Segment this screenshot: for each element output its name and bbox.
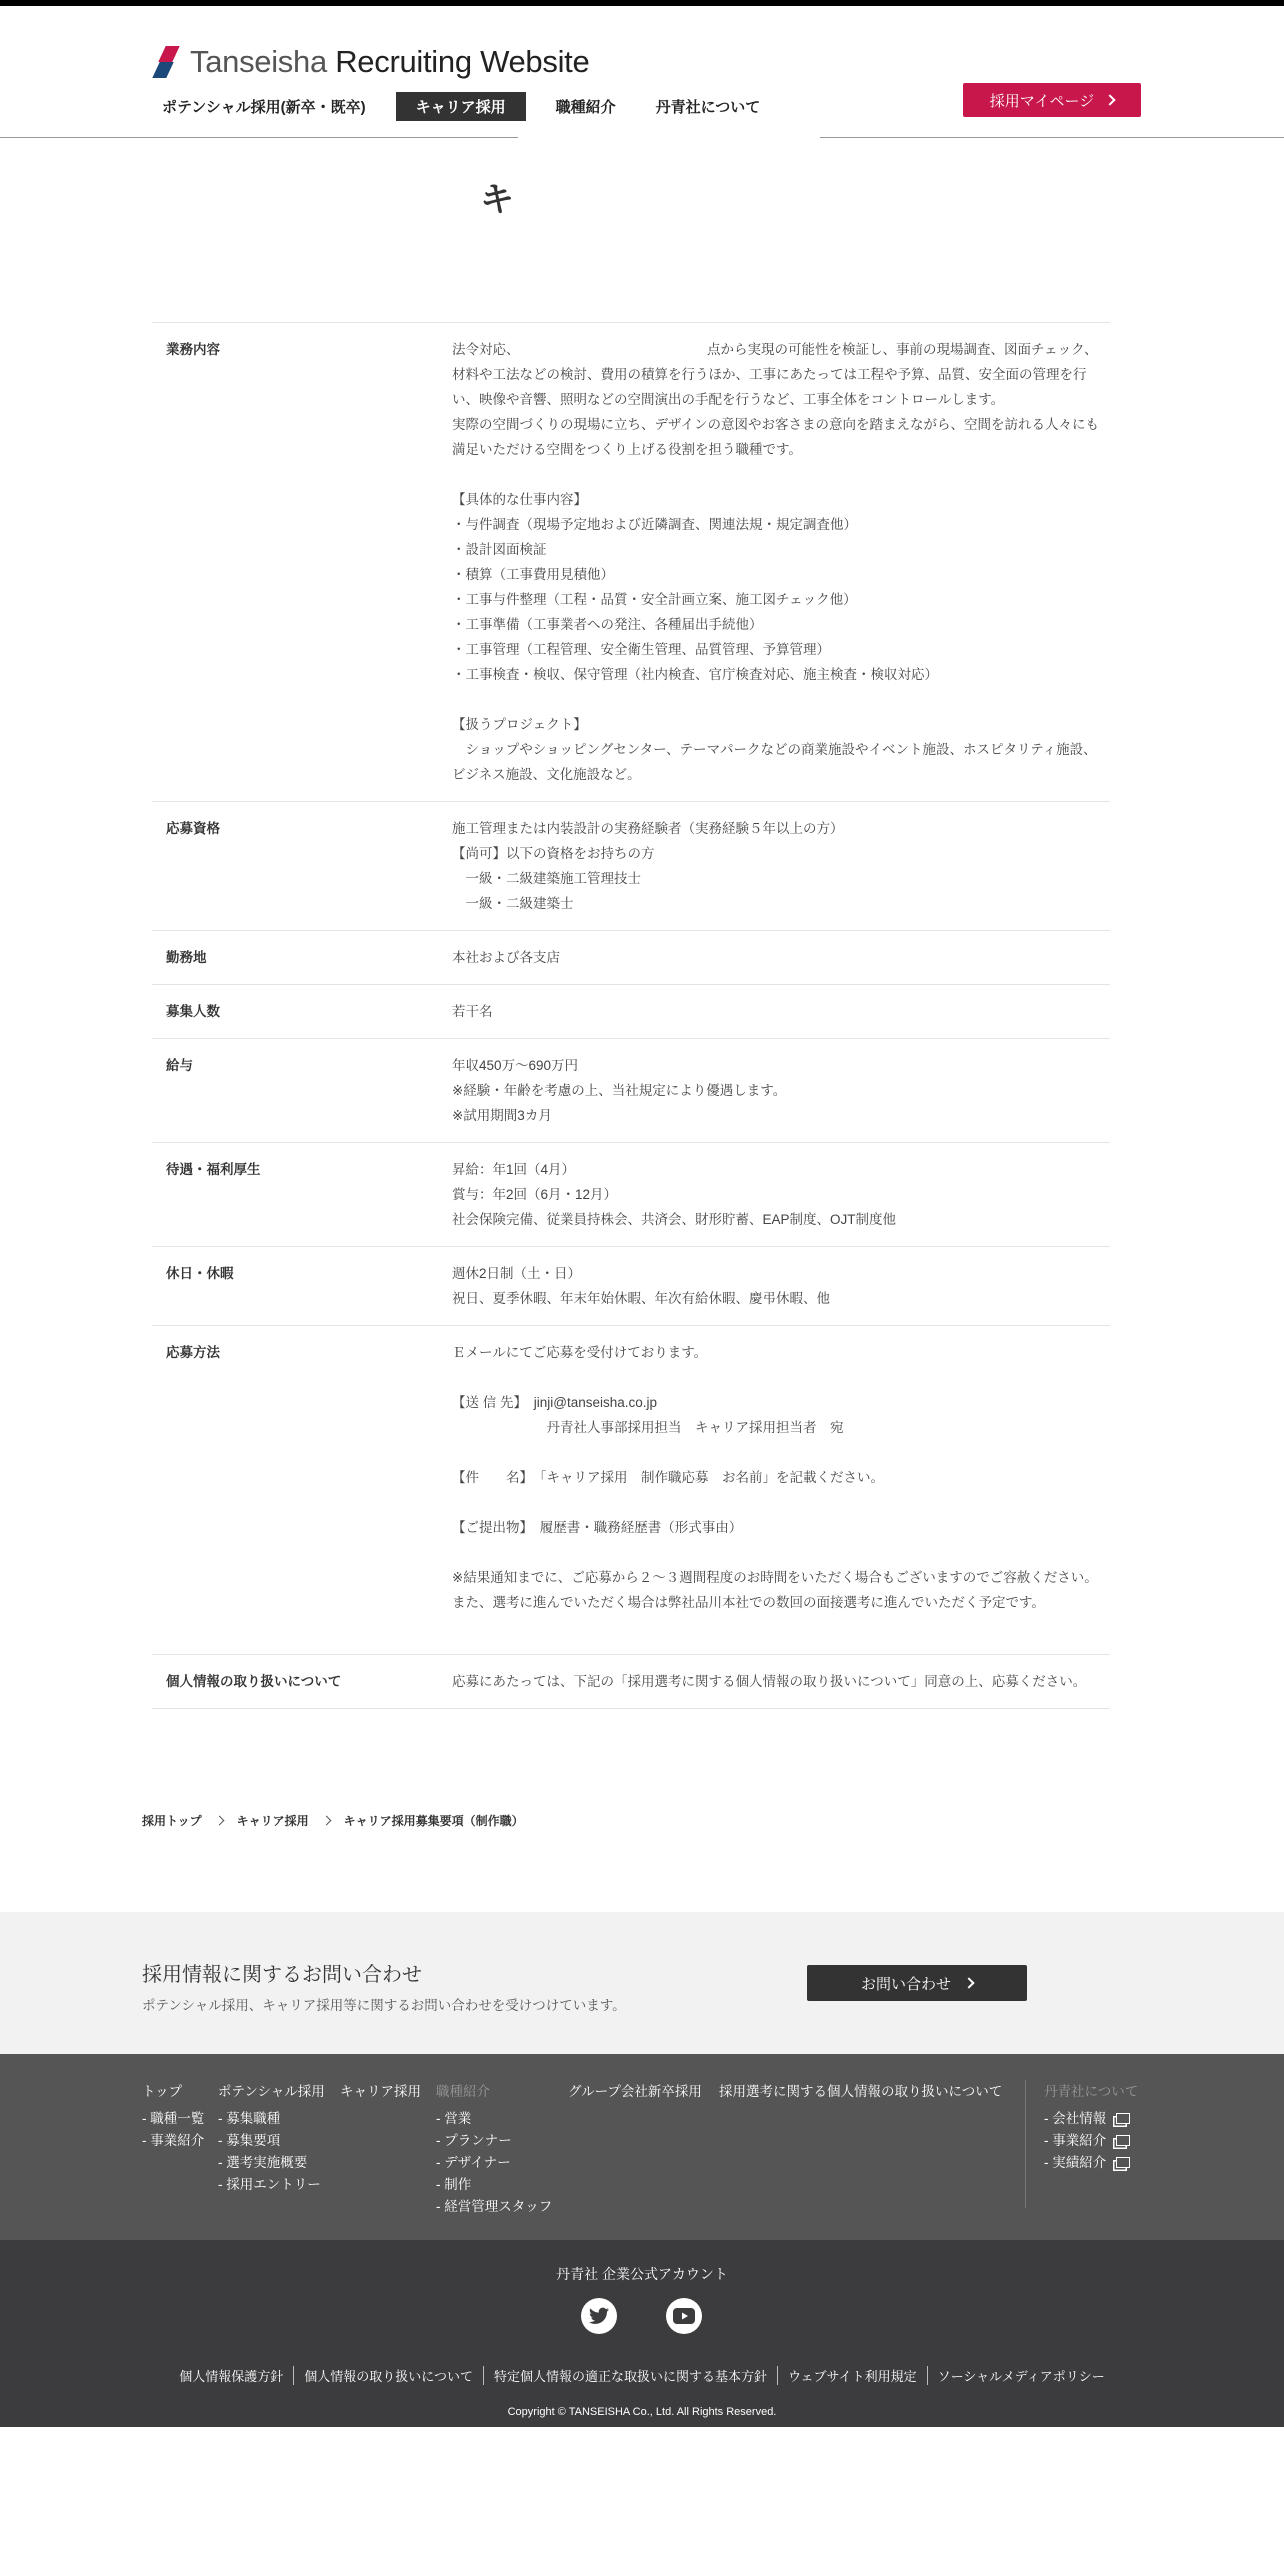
footer-nav <box>0 2054 1284 2240</box>
footer-link-company[interactable] <box>1044 2108 1138 2130</box>
footer-link-management[interactable]: - 経営管理スタッフ <box>436 2199 553 2214</box>
footer-col-about <box>1044 2080 1138 2174</box>
table-row <box>152 802 1110 931</box>
table-row <box>152 1655 1110 1709</box>
breadcrumb <box>142 1812 524 1829</box>
table-row <box>152 1247 1110 1326</box>
mypage-label: 採用マイページ <box>989 92 1095 110</box>
site-header <box>0 6 1284 138</box>
requirements-table <box>152 322 1110 1709</box>
footer-col-group <box>568 2080 702 2108</box>
breadcrumb-top[interactable]: 採用トップ <box>142 1814 202 1828</box>
chevron-right-icon <box>321 1816 331 1826</box>
link-specific-personal-info[interactable]: 特定個人情報の適正な取扱いに関する基本方針 <box>483 2366 777 2385</box>
row-value: 本社および各支店 <box>452 950 560 965</box>
external-window-icon <box>1116 2157 1130 2168</box>
link-terms[interactable]: ウェブサイト利用規定 <box>777 2366 927 2385</box>
link-privacy-policy[interactable]: 個人情報保護方針 <box>179 2369 284 2384</box>
row-label: 応募方法 <box>166 1345 220 1360</box>
footer-link-business-intro[interactable] <box>1044 2130 1138 2152</box>
row-value: Ｅメールにてご応募を受付けております。 【送 信 先】 jinji@tanseisha.co.jp 丹青社人事部採用担当 キャリア採用担当者 宛 【件 名】 「キャリア採用 制作職応募 お名前」を記載ください。 【ご提出物】 履歴書・職務経歴書（形式事由） ※結果通知までに、ご応募から２～３週間程度のお時間をいただく場合もございますのでご容赦ください。 また、選考に進んでいただく場合は弊社品川本社での数回の面接選考に進んでいただく予定です。 <box>452 1345 1098 1610</box>
table-row <box>152 931 1110 985</box>
footer-link-sales[interactable]: - 営業 <box>436 2111 472 2126</box>
row-value: 応募にあたっては、下記の「採用選考に関する個人情報の取り扱いについて」同意の上、応募ください。 <box>452 1674 1087 1689</box>
logo-rest: Recruiting Website <box>326 44 590 79</box>
breadcrumb-current: キャリア採用募集要項（制作職） <box>343 1814 524 1828</box>
nav-about[interactable]: 丹青社について <box>655 99 761 116</box>
copyright: Copyright © TANSEISHA Co., Ltd. All Rights Reserved. <box>507 2406 777 2418</box>
footer-col-privacy <box>719 2080 1002 2108</box>
row-label: 休日・休暇 <box>166 1266 234 1281</box>
row-value: 若干名 <box>452 1004 493 1019</box>
footer-link-works-label: - 実績紹介 <box>1044 2155 1107 2170</box>
external-window-icon <box>1116 2113 1130 2124</box>
row-value: 年収450万～690万円 ※経験・年齢を考慮の上、当社規定により優遇します。 ※試用期間3カ月 <box>452 1058 787 1123</box>
footer-link-about[interactable]: 丹青社について <box>1044 2084 1139 2099</box>
twitter-icon[interactable] <box>581 2298 617 2334</box>
footer-link-works[interactable] <box>1044 2152 1138 2174</box>
bottom-footer <box>0 2240 1284 2427</box>
row-label: 給与 <box>166 1058 193 1073</box>
table-row <box>152 323 1110 802</box>
table-row <box>152 1143 1110 1247</box>
footer-divider <box>1025 2080 1026 2208</box>
table-row <box>152 985 1110 1039</box>
row-value: 施工管理または内装設計の実務経験者（実務経験５年以上の方） 【尚可】以下の資格をお持ちの方 一級・二級建築施工管理技士 一級・二級建築士 <box>452 821 844 911</box>
social-title: 丹青社 企業公式アカウント <box>556 2266 728 2282</box>
mypage-button[interactable] <box>963 83 1141 117</box>
footer-col-jobs <box>436 2080 552 2218</box>
footer-link-job-list[interactable]: - 職種一覧 <box>142 2111 205 2126</box>
footer-col-career <box>340 2080 421 2108</box>
logo-mark-icon <box>152 44 186 80</box>
footer-col-potential <box>218 2080 325 2196</box>
logo-brand: Tanseisha <box>190 44 327 79</box>
nav-career[interactable]: キャリア採用 <box>396 92 526 121</box>
row-label: 業務内容 <box>166 342 220 357</box>
footer-col-top <box>142 2080 204 2152</box>
nav-potential[interactable]: ポテンシャル採用(新卒・既卒) <box>162 99 366 116</box>
footer-link-designer[interactable]: - デザイナー <box>436 2155 511 2170</box>
footer-link-business[interactable]: - 事業紹介 <box>142 2133 205 2148</box>
chevron-right-icon <box>214 1816 224 1826</box>
chevron-right-icon <box>963 1977 974 1988</box>
row-label: 個人情報の取り扱いについて <box>166 1674 342 1689</box>
footer-link-selection[interactable]: - 選考実施概要 <box>218 2155 308 2170</box>
footer-link-jobs[interactable]: 職種紹介 <box>436 2084 490 2099</box>
logo-text <box>190 44 589 80</box>
global-nav <box>152 92 790 121</box>
footer-link-production[interactable]: - 制作 <box>436 2177 472 2192</box>
footer-link-business-intro-label: - 事業紹介 <box>1044 2133 1107 2148</box>
table-row <box>152 1039 1110 1143</box>
row-value: 昇給：年1回（4月） 賞与：年2回（6月・12月） 社会保険完備、従業員持株会、共済会、財形貯蓄、EAP制度、OJT制度他 <box>452 1162 897 1227</box>
breadcrumb-career[interactable]: キャリア採用 <box>236 1814 309 1828</box>
footer-link-company-label: - 会社情報 <box>1044 2111 1107 2126</box>
contact-button-label: お問い合わせ <box>860 1975 951 1993</box>
page-title: キ <box>480 181 514 219</box>
table-row <box>152 1326 1110 1655</box>
contact-description: ポテンシャル採用、キャリア採用等に関するお問い合わせを受けつけています。 <box>142 1998 626 2013</box>
legal-links <box>0 2366 1284 2385</box>
link-social-policy[interactable]: ソーシャルメディアポリシー <box>927 2366 1115 2385</box>
contact-button[interactable] <box>807 1965 1027 2001</box>
contact-title: 採用情報に関するお問い合わせ <box>142 1964 422 1986</box>
dropdown-panel-edge <box>518 137 820 149</box>
external-window-icon <box>1116 2135 1130 2146</box>
footer-link-positions[interactable]: - 募集職種 <box>218 2111 281 2126</box>
site-logo[interactable] <box>152 44 589 80</box>
footer-link-planner[interactable]: - プランナー <box>436 2133 512 2148</box>
footer-link-entry[interactable]: - 採用エントリー <box>218 2177 321 2192</box>
row-label: 応募資格 <box>166 821 220 836</box>
footer-link-privacy[interactable]: 採用選考に関する個人情報の取り扱いについて <box>719 2084 1003 2099</box>
nav-jobs[interactable]: 職種紹介 <box>555 99 616 116</box>
youtube-icon[interactable] <box>666 2298 702 2334</box>
row-label: 待遇・福利厚生 <box>166 1162 261 1177</box>
footer-link-career[interactable]: キャリア採用 <box>340 2084 421 2099</box>
footer-link-requirements[interactable]: - 募集要項 <box>218 2133 281 2148</box>
row-value: 法令対応、 点から実現の可能性を検証し、事前の現場調査、図面チェック、材料や工法などの検討、費用の積算を行うほか、工事にあたっては工程や予算、品質、安全面の管理を行い、映像や音響、照明などの空間演出の手配を行うなど、工事全体をコントロールします。 実際の空間づくりの現場に立ち、デザインの意図やお客さまの意向を踏まえながら、空間を訪れる人々にも満足いただける空間をつくり上げる役割を担う職種です。 【具体的な仕事内容】 ・与件調査（現場予定地および近隣調査、関連法規・規定調査他） ・設計図面検証 ・積算（工事費用見積他） ・工事与件整理（工程・品質・安全計画立案、施工図チェック他） ・工事準備（工事業者への発注、各種届出手続他） ・工事管理（工程管理、安全衛生管理、品質管理、予算管理） ・工事検査・検収、保守管理（社内検査、官庁検査対応、施主検査・検収対応） 【扱うプロジェクト】 ショップやショッピングセンター、テーマパークなどの商業施設やイベント施設、ホスピタリティ施設、ビジネス施設、文化施設など。 <box>452 342 1100 782</box>
footer-link-top[interactable]: トップ <box>142 2084 183 2099</box>
row-label: 勤務地 <box>166 950 207 965</box>
row-label: 募集人数 <box>166 1004 220 1019</box>
row-value: 週休2日制（土・日） 祝日、夏季休暇、年末年始休暇、年次有給休暇、慶弔休暇、他 <box>452 1266 830 1306</box>
contact-section <box>0 1912 1284 2054</box>
footer-link-potential[interactable]: ポテンシャル採用 <box>218 2084 325 2099</box>
link-personal-info[interactable]: 個人情報の取り扱いについて <box>293 2366 483 2385</box>
chevron-right-icon <box>1105 94 1116 105</box>
footer-link-group[interactable]: グループ会社新卒採用 <box>568 2084 702 2099</box>
